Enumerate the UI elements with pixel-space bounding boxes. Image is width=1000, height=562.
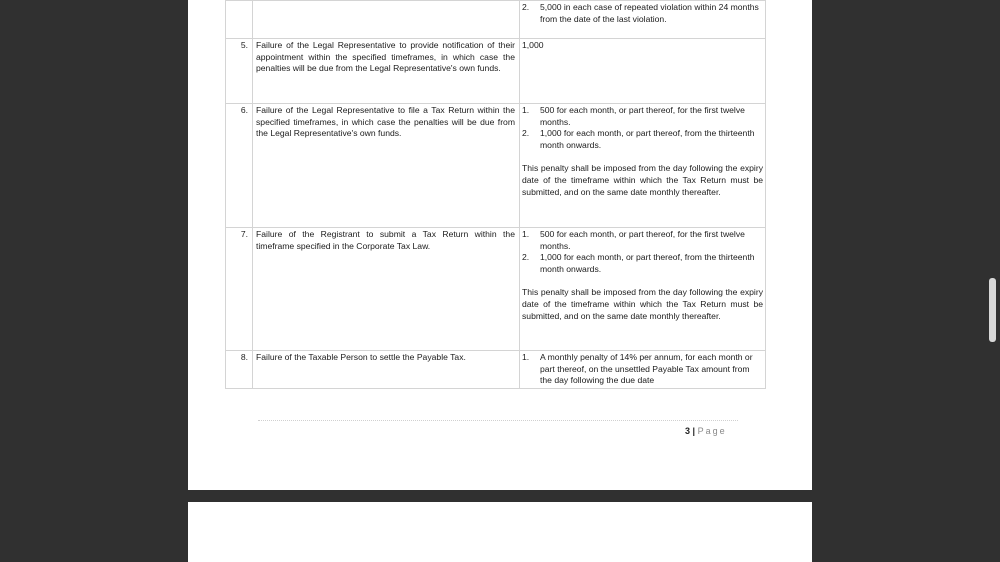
page-footer <box>685 426 727 436</box>
penalty-cell <box>520 104 766 228</box>
penalty-cell <box>520 351 766 389</box>
table-row <box>226 228 766 351</box>
penalty-item-number: 1. <box>522 105 530 115</box>
violation-cell: Failure of the Taxable Person to settle the Payable Tax. <box>253 351 520 389</box>
penalty-item-number: 1. <box>522 352 530 362</box>
page-label: Page <box>697 426 727 436</box>
table-row <box>226 351 766 389</box>
row-number <box>226 1 253 39</box>
penalty-item-text: 1,000 for each month, or part thereof, from the thirteenth month onwards. <box>540 252 755 274</box>
violation-cell <box>253 1 520 39</box>
penalty-item-number: 1. <box>522 229 530 239</box>
penalty-cell <box>520 228 766 351</box>
penalty-item-text: 500 for each month, or part thereof, for the first twelve months. <box>540 229 745 251</box>
page-number: 3 <box>685 426 691 436</box>
penalty-item-text: 1,000 for each month, or part thereof, from the thirteenth month onwards. <box>540 128 755 150</box>
scrollbar-thumb[interactable] <box>989 278 996 342</box>
row-number: 7. <box>226 228 253 351</box>
penalty-item <box>522 352 763 387</box>
table-row <box>226 104 766 228</box>
penalty-cell <box>520 1 766 39</box>
document-page <box>188 0 812 490</box>
penalty-item-number: 2. <box>522 2 530 12</box>
penalty-cell: 1,000 <box>520 39 766 104</box>
row-number: 5. <box>226 39 253 104</box>
penalty-item <box>522 229 763 252</box>
violation-cell: Failure of the Legal Representative to file a Tax Return within the specified timeframes, in which case the penalties will be due from the Legal Representative's own funds. <box>253 104 520 228</box>
violation-cell: Failure of the Registrant to submit a Tax Return within the timeframe specified in the Corporate Tax Law. <box>253 228 520 351</box>
penalty-item-text: 5,000 in each case of repeated violation within 24 months from the date of the last violation. <box>540 2 759 24</box>
penalty-note: This penalty shall be imposed from the day following the expiry date of the timeframe within which the Tax Return must be submitted, and on the same date monthly thereafter. <box>522 287 763 321</box>
row-number: 6. <box>226 104 253 228</box>
row-number: 8. <box>226 351 253 389</box>
penalty-table <box>225 0 766 389</box>
penalty-item <box>522 252 763 275</box>
footer-divider <box>258 420 738 421</box>
penalty-item-text: A monthly penalty of 14% per annum, for each month or part thereof, on the unsettled Payable Tax amount from the day following the due date <box>540 352 753 386</box>
penalty-item <box>522 128 763 151</box>
table-row <box>226 39 766 104</box>
penalty-item <box>522 2 763 25</box>
page-number-separator: | <box>692 426 696 436</box>
next-document-page <box>188 502 812 562</box>
violation-cell: Failure of the Legal Representative to provide notification of their appointment within the specified timeframes, in which case the penalties will be due from the Legal Representative's own funds. <box>253 39 520 104</box>
penalty-item-number: 2. <box>522 252 530 263</box>
table-row <box>226 1 766 39</box>
penalty-item-number: 2. <box>522 128 530 139</box>
penalty-note: This penalty shall be imposed from the day following the expiry date of the timeframe within which the Tax Return must be submitted, and on the same date monthly thereafter. <box>522 163 763 197</box>
penalty-item-text: 500 for each month, or part thereof, for the first twelve months. <box>540 105 745 127</box>
penalty-item <box>522 105 763 128</box>
